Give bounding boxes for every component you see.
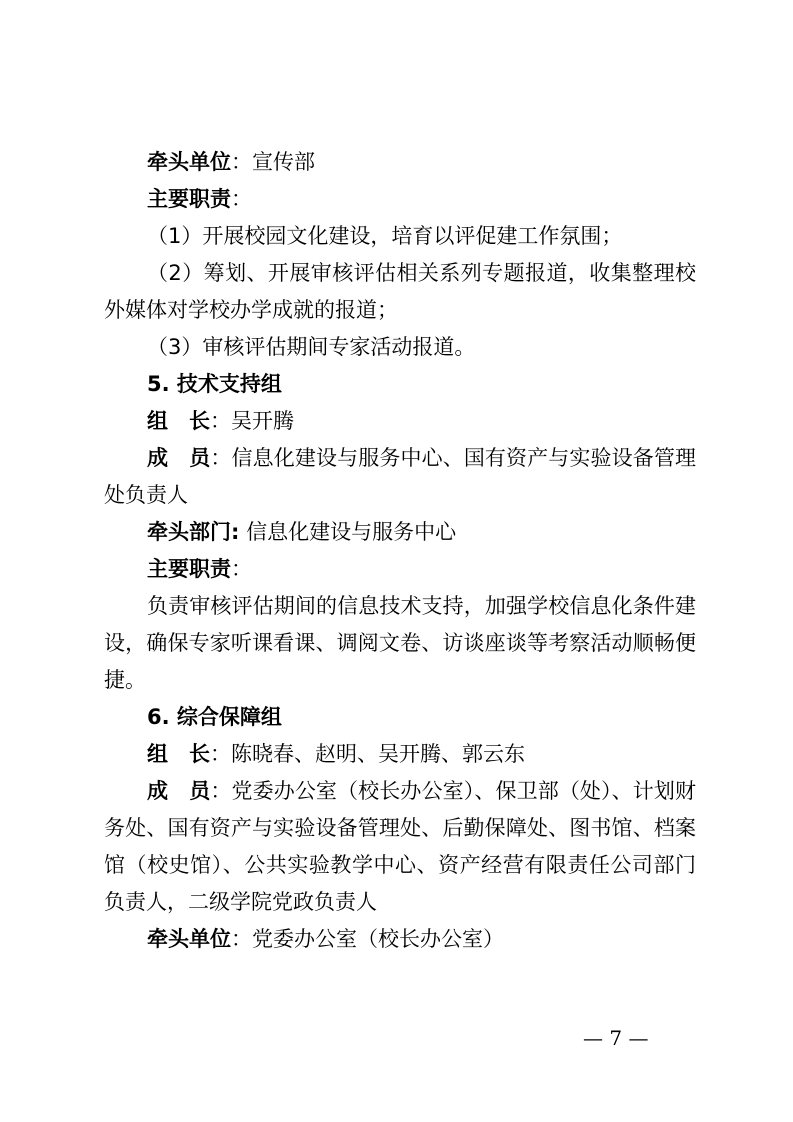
- lead-unit-line: [147, 144, 315, 181]
- group5-duties-colon: ：: [231, 557, 252, 581]
- lead-unit-2-value: ：党委办公室（校长办公室）: [231, 927, 504, 951]
- group6-members: [104, 773, 696, 921]
- group5-duty-text: 负责审核评估期间的信息技术支持，加强学校信息化条件建设，确保专家听课看课、调阅文卷、访谈座谈等考察活动顺畅便捷。: [104, 594, 696, 692]
- main-duties-line: [147, 181, 252, 218]
- group5-lead-dept-line: [147, 514, 456, 551]
- group5-heading: 5. 技术支持组: [147, 372, 282, 396]
- group6-leader-value: ：陈晓春、赵明、吴开腾、郭云东: [210, 742, 525, 766]
- group5-lead-dept-value: 信息化建设与服务中心: [239, 520, 457, 544]
- group6-leader-label: 组 长: [147, 742, 210, 766]
- group6-leader-line: [147, 736, 525, 773]
- group6-members-value: ：党委办公室（校长办公室）、保卫部（处）、计划财务处、国有资产与实验设备管理处、后勤保障处、图书馆、档案馆（校史馆）、公共实验教学中心、资产经营有限责任公司部门负责人，二级学院党政负责人: [104, 779, 697, 914]
- group5-duties-line: [147, 551, 252, 588]
- group5-leader-value: ：吴开腾: [210, 409, 294, 433]
- group5-members: [104, 440, 696, 514]
- main-duties-label: 主要职责: [147, 187, 231, 211]
- lead-unit-value: ：宣传部: [231, 150, 315, 174]
- main-duties-colon: ：: [231, 187, 252, 211]
- group6-members-label: 成 员: [147, 779, 211, 803]
- group5-duties-label: 主要职责: [147, 557, 231, 581]
- lead-unit-label: 牵头单位: [147, 150, 231, 174]
- duty-item-2: （2）筹划、开展审核评估相关系列专题报道，收集整理校外媒体对学校办学成就的报道；: [104, 261, 696, 322]
- group5-leader-line: [147, 403, 294, 440]
- group5-leader-label: 组 长: [147, 409, 210, 433]
- group6-heading: 6. 综合保障组: [147, 705, 282, 729]
- group5-lead-dept-label: 牵头部门:: [147, 520, 240, 544]
- duty-item-3: （3）审核评估期间专家活动报道。: [147, 335, 476, 359]
- group5-members-value: ：信息化建设与服务中心、国有资产与实验设备管理处负责人: [104, 446, 697, 507]
- lead-unit-2-line: [147, 921, 504, 958]
- group5-members-label: 成 员: [147, 446, 211, 470]
- lead-unit-2-label: 牵头单位: [147, 927, 231, 951]
- page-number: — 7 —: [583, 1026, 649, 1050]
- duty-item-1: （1）开展校园文化建设，培育以评促建工作氛围；: [147, 224, 623, 248]
